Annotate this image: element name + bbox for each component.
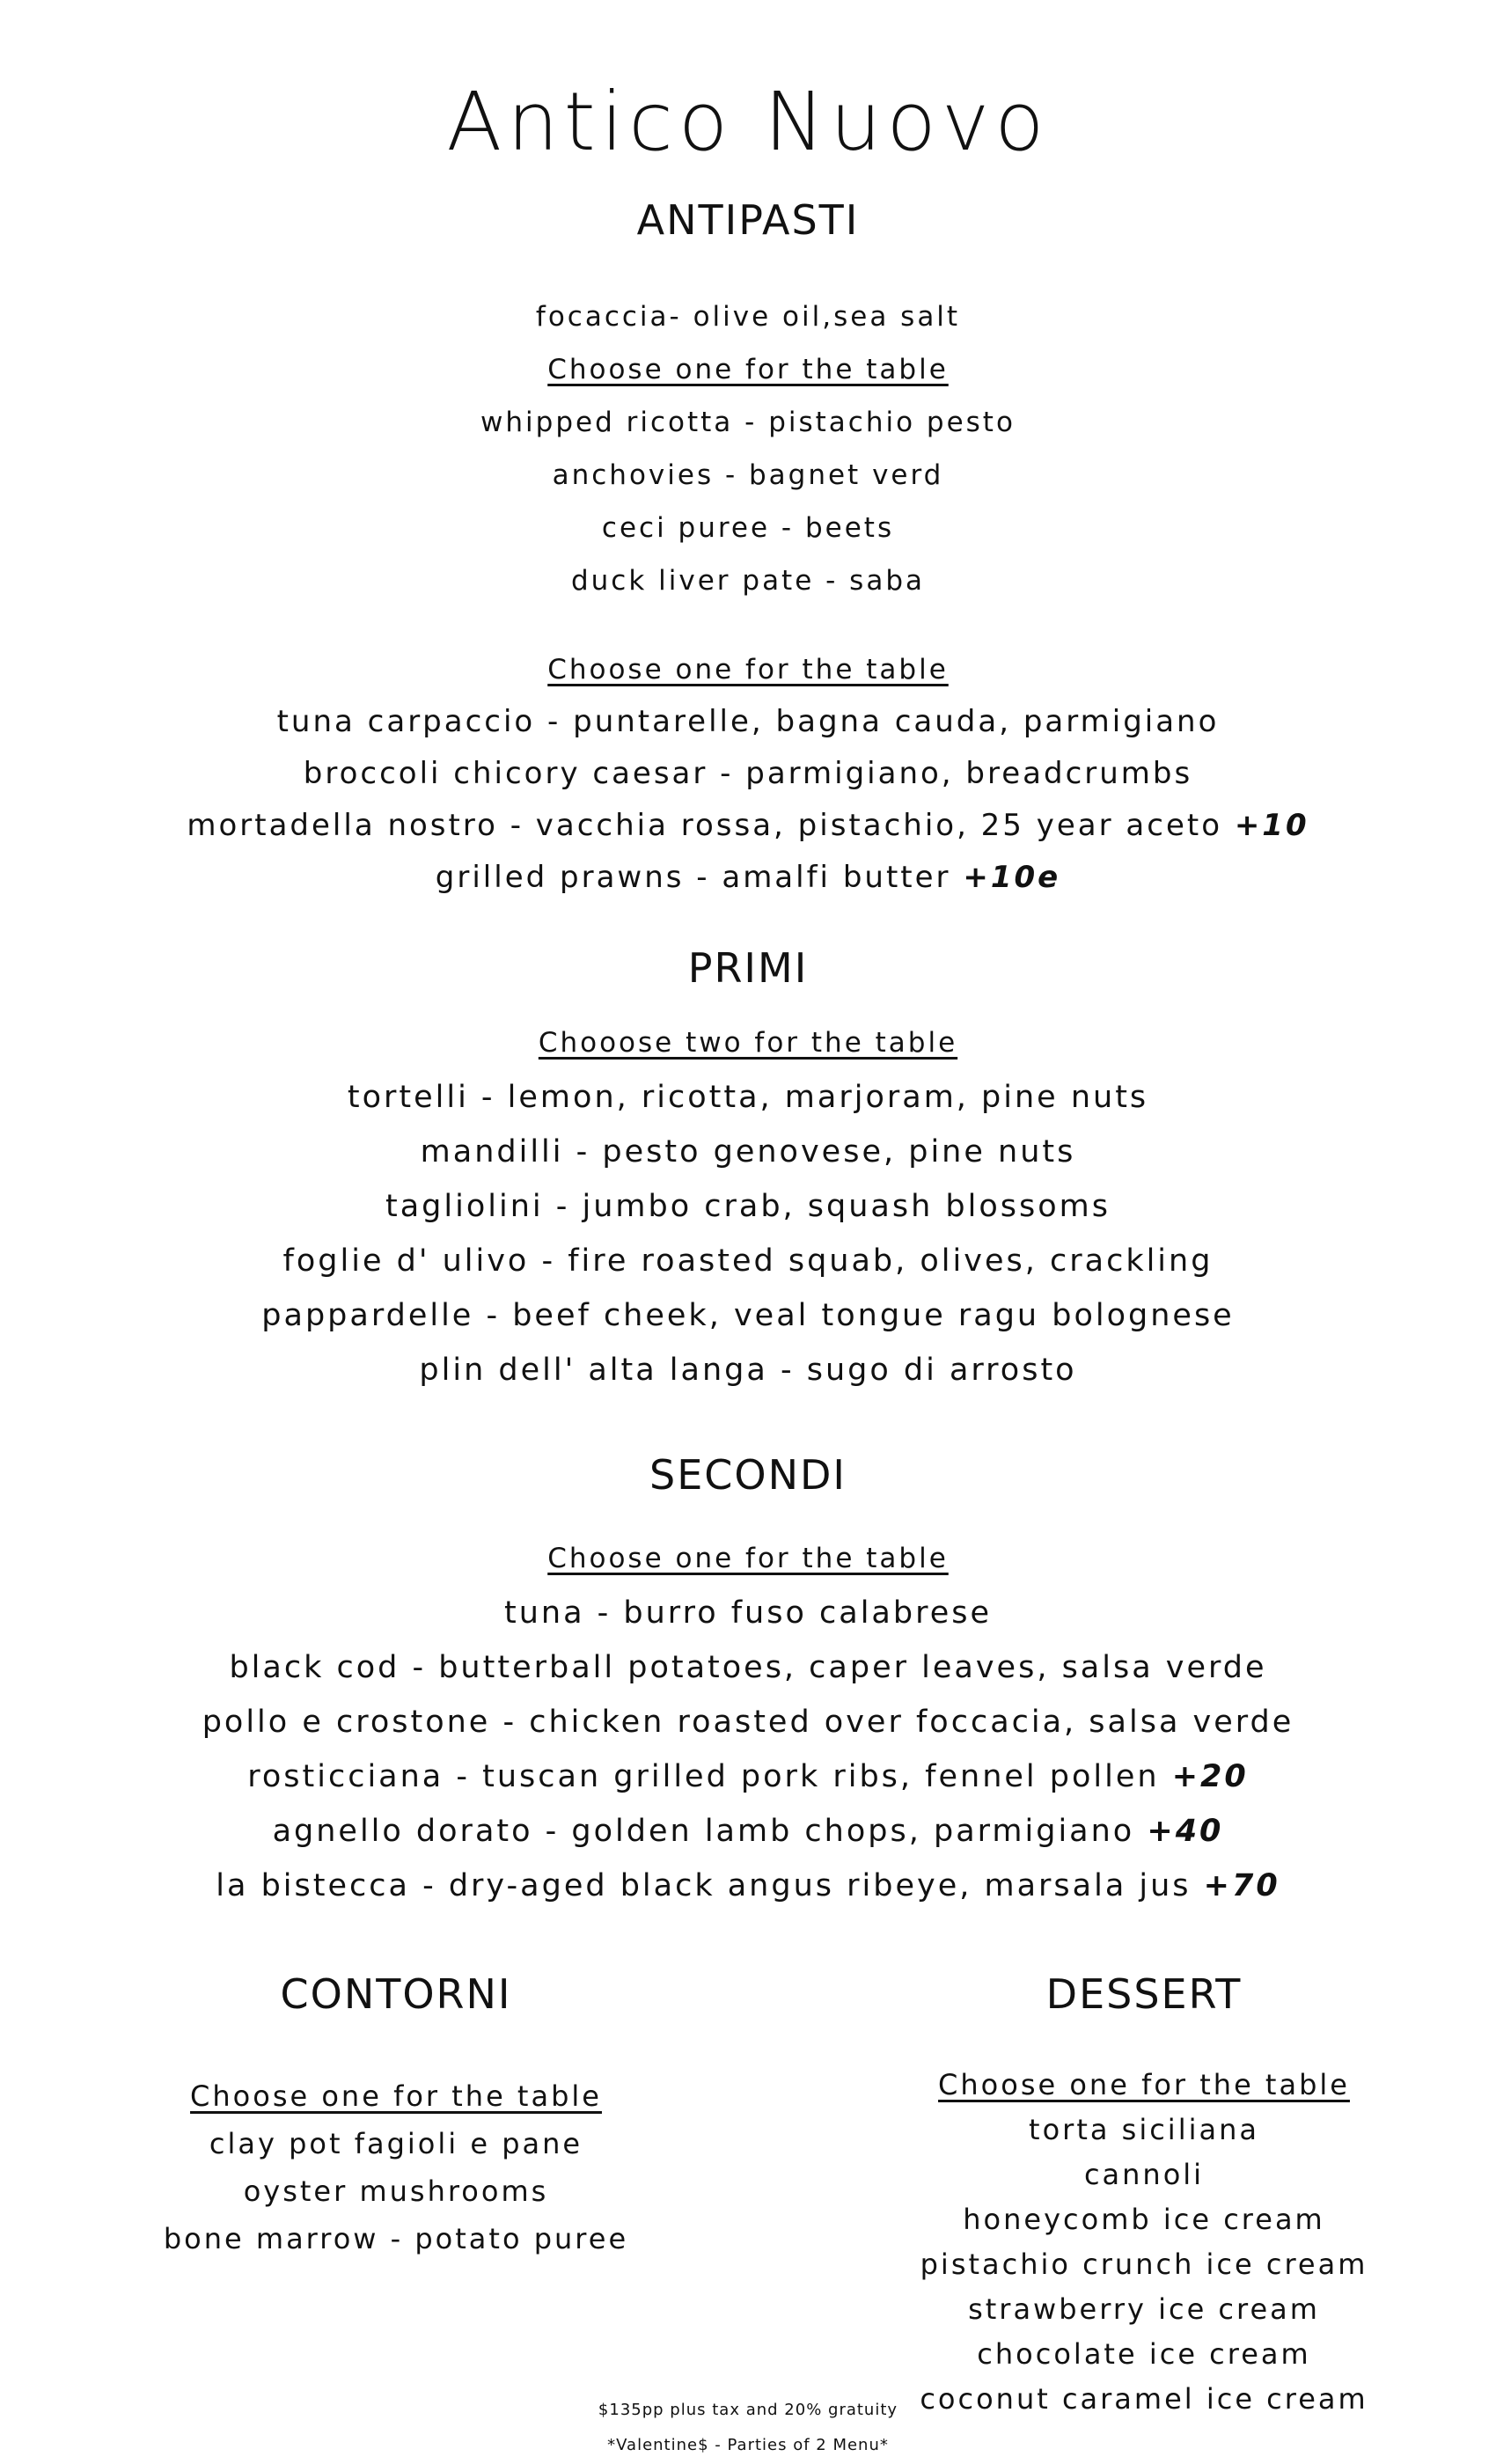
contorni-list xyxy=(88,2072,704,2262)
antipasti-group2-heading: Choose one for the table xyxy=(547,654,949,686)
antipasti-list-1 xyxy=(0,290,1496,607)
menu-item xyxy=(0,748,1496,800)
menu-item: whipped ricotta - pistachio pesto xyxy=(480,407,1016,438)
menu-item: tortelli - lemon, ricotta, marjoram, pine nuts xyxy=(347,1080,1149,1115)
menu-item-text: black cod - butterball potatoes, caper leaves, salsa verde xyxy=(229,1650,1267,1685)
section-title-secondi: SECONDI xyxy=(649,1451,847,1499)
menu-item-text: mortadella nostro - vacchia rossa, pistachio, 25 year aceto xyxy=(187,808,1222,843)
section-title-contorni: CONTORNI xyxy=(280,1970,512,2018)
menu-item-upcharge: +70 xyxy=(1203,1868,1280,1903)
menu-item-text: la bistecca - dry-aged black angus ribeye, marsala jus xyxy=(216,1868,1192,1903)
restaurant-name: Antico Nuovo xyxy=(446,75,1050,169)
antipasti-intro: focaccia- olive oil,sea salt xyxy=(535,301,961,333)
menu-note: *Valentine$ - Parties of 2 Menu* xyxy=(607,2436,889,2454)
menu-item xyxy=(0,1804,1496,1859)
menu-item: plin dell' alta langa - sugo di arrosto xyxy=(419,1353,1077,1388)
menu-item xyxy=(0,1749,1496,1804)
menu-item-upcharge: +40 xyxy=(1147,1814,1224,1849)
menu-item: pistachio crunch ice cream xyxy=(920,2248,1368,2281)
menu-item: foglie d' ulivo - fire roasted squab, olives, crackling xyxy=(282,1243,1214,1279)
menu-item xyxy=(0,1586,1496,1640)
menu-item: cannoli xyxy=(1083,2158,1205,2191)
antipasti-list-2 xyxy=(0,644,1496,904)
menu-item-text: tuna carpaccio - puntarelle, bagna cauda, parmigiano xyxy=(276,704,1220,739)
primi-heading: Chooose two for the table xyxy=(538,1027,958,1059)
menu-item: torta siciliana xyxy=(1029,2113,1259,2146)
menu-item: clay pot fagioli e pane xyxy=(209,2127,583,2160)
menu-item xyxy=(0,852,1496,904)
primi-list xyxy=(0,1016,1496,1397)
menu-item: anchovies - bagnet verd xyxy=(552,459,944,491)
menu-item-text: rosticciana - tuscan grilled pork ribs, fennel pollen xyxy=(247,1759,1160,1794)
menu-item: duck liver pate - saba xyxy=(570,565,926,597)
menu-item: oyster mushrooms xyxy=(243,2174,549,2208)
menu-item: strawberry ice cream xyxy=(968,2292,1320,2326)
menu-item-upcharge: +10 xyxy=(1234,808,1309,843)
menu-item xyxy=(0,1640,1496,1695)
menu-item xyxy=(0,800,1496,852)
menu-item: coconut caramel ice cream xyxy=(920,2382,1368,2416)
menu-item: chocolate ice cream xyxy=(977,2337,1311,2371)
menu-item-upcharge: +20 xyxy=(1171,1759,1249,1794)
menu-item: honeycomb ice cream xyxy=(963,2203,1325,2236)
menu-item-text: broccoli chicory caesar - parmigiano, breadcrumbs xyxy=(303,756,1193,791)
menu-item: tagliolini - jumbo crab, squash blossoms xyxy=(385,1189,1111,1224)
section-title-antipasti: ANTIPASTI xyxy=(636,196,860,244)
menu-item: ceci puree - beets xyxy=(601,512,895,544)
menu-item: pappardelle - beef cheek, veal tongue ragu bolognese xyxy=(261,1298,1235,1333)
secondi-list xyxy=(0,1531,1496,1913)
menu-item xyxy=(0,1859,1496,1913)
antipasti-group1-heading: Choose one for the table xyxy=(547,354,949,385)
menu-item xyxy=(0,1695,1496,1749)
dessert-list xyxy=(880,2063,1408,2422)
menu-item: mandilli - pesto genovese, pine nuts xyxy=(420,1134,1076,1170)
secondi-heading: Choose one for the table xyxy=(547,1543,949,1574)
section-title-primi: PRIMI xyxy=(687,944,809,992)
contorni-heading: Choose one for the table xyxy=(190,2079,602,2113)
menu-item-text: grilled prawns - amalfi butter xyxy=(435,860,951,895)
menu-item-text: pollo e crostone - chicken roasted over foccacia, salsa verde xyxy=(202,1705,1294,1740)
section-title-dessert: DESSERT xyxy=(1045,1970,1243,2018)
menu-item-upcharge: +10e xyxy=(963,860,1061,895)
dessert-heading: Choose one for the table xyxy=(938,2068,1350,2101)
price-note: $135pp plus tax and 20% gratuity xyxy=(598,2401,898,2419)
menu-item-text: agnello dorato - golden lamb chops, parmigiano xyxy=(272,1814,1135,1849)
menu-item: bone marrow - potato puree xyxy=(163,2222,629,2255)
menu-item-text: tuna - burro fuso calabrese xyxy=(503,1595,993,1631)
menu-item xyxy=(0,696,1496,748)
